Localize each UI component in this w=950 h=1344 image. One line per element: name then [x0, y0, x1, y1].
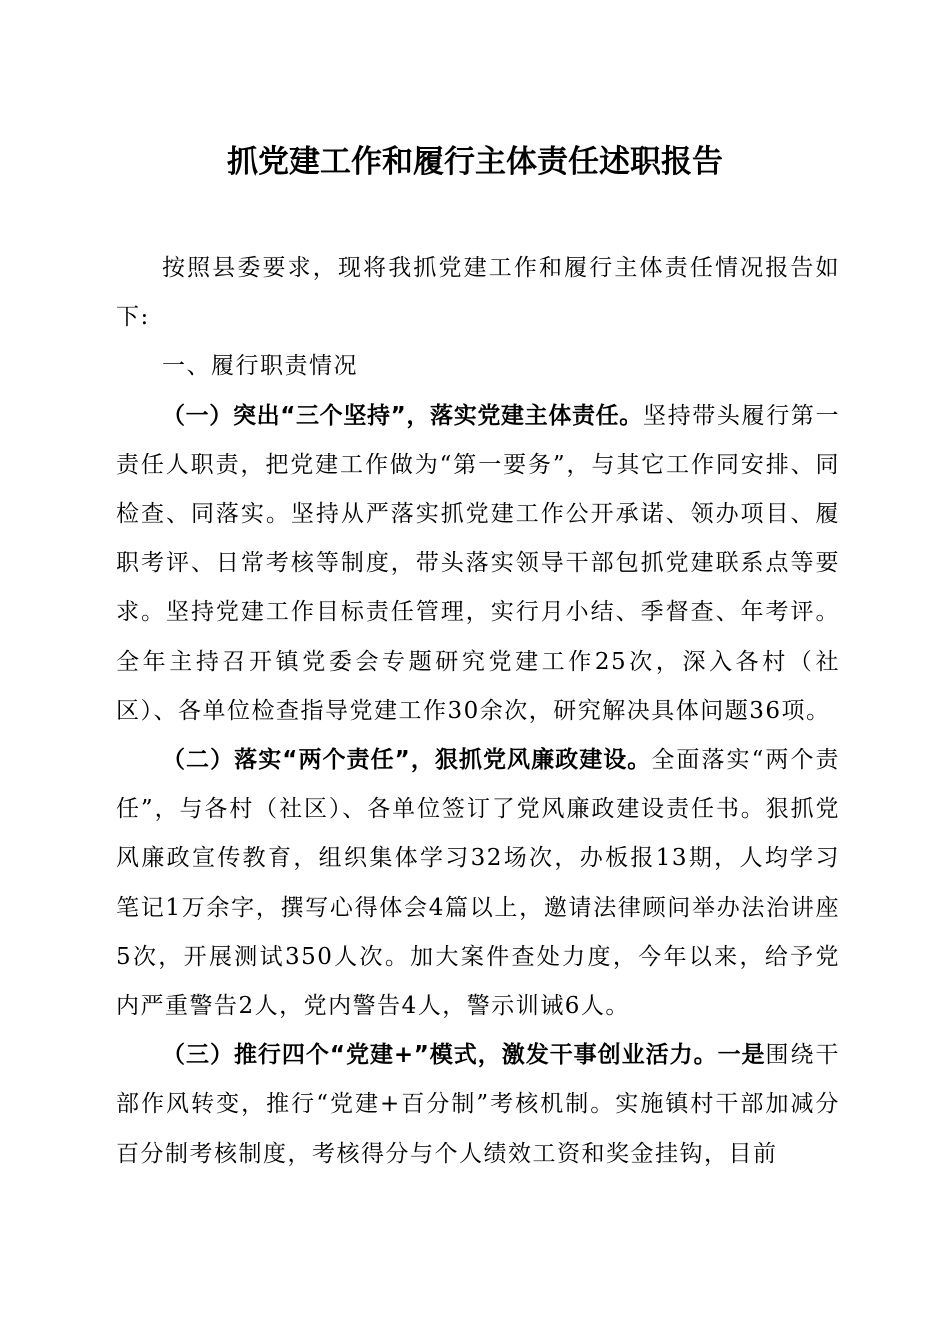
item-1-lead: （一）突出“三个坚持”，落实党建主体责任。 — [162, 402, 643, 429]
item-3-lead-2: 一是 — [717, 1042, 766, 1069]
section-heading: 一、履行职责情况 — [162, 353, 358, 380]
intro-paragraph: 按照县委要求，现将我抓党建工作和履行主体责任情况报告如下: — [116, 255, 840, 331]
item-3-lead: （三）推行四个“党建+”模式，激发干事创业活力。 — [162, 1042, 718, 1069]
item-2-paragraph — [116, 736, 840, 1031]
item-2-lead: （二）落实“两个责任”，狠抓党风廉政建设。 — [162, 747, 652, 774]
item-3-paragraph — [116, 1031, 840, 1179]
item-1-text: 坚持带头履行第一责任人职责，把党建工作做为“第一要务”，与其它工作同安排、同检查、同落实。坚持从严落实抓党建工作公开承诺、领办项目、履职考评、日常考核等制度，带头落实领导干部包抓党建联系点等要求。坚持党建工作目标责任管理，实行月小结、季督查、年考评。全年主持召开镇党委会专题研究党建工作25次，深入各村（社区）、各单位检查指导党建工作30余次，研究解决具体问题36项。 — [116, 402, 841, 724]
document-title: 抓党建工作和履行主体责任述职报告 — [227, 144, 723, 180]
item-1-paragraph — [116, 392, 840, 736]
document-body — [116, 244, 840, 1179]
item-2-text: 全面落实“两个责任”，与各村（社区）、各单位签订了党风廉政建设责任书。狠抓党风廉政宣传教育，组织集体学习32场次，办板报13期，人均学习笔记1万余字，撰写心得体会4篇以上，邀请法律顾问举办法治讲座5次，开展测试350人次。加大案件查处力度，今年以来，给予党内严重警告2人，党内警告4人，警示训诫6人。 — [116, 747, 840, 1020]
item-3-text: 围绕干部作风转变，推行“党建+百分制”考核机制。实施镇村干部加减分百分制考核制度，考核得分与个人绩效工资和奖金挂钩，目前 — [116, 1042, 841, 1167]
